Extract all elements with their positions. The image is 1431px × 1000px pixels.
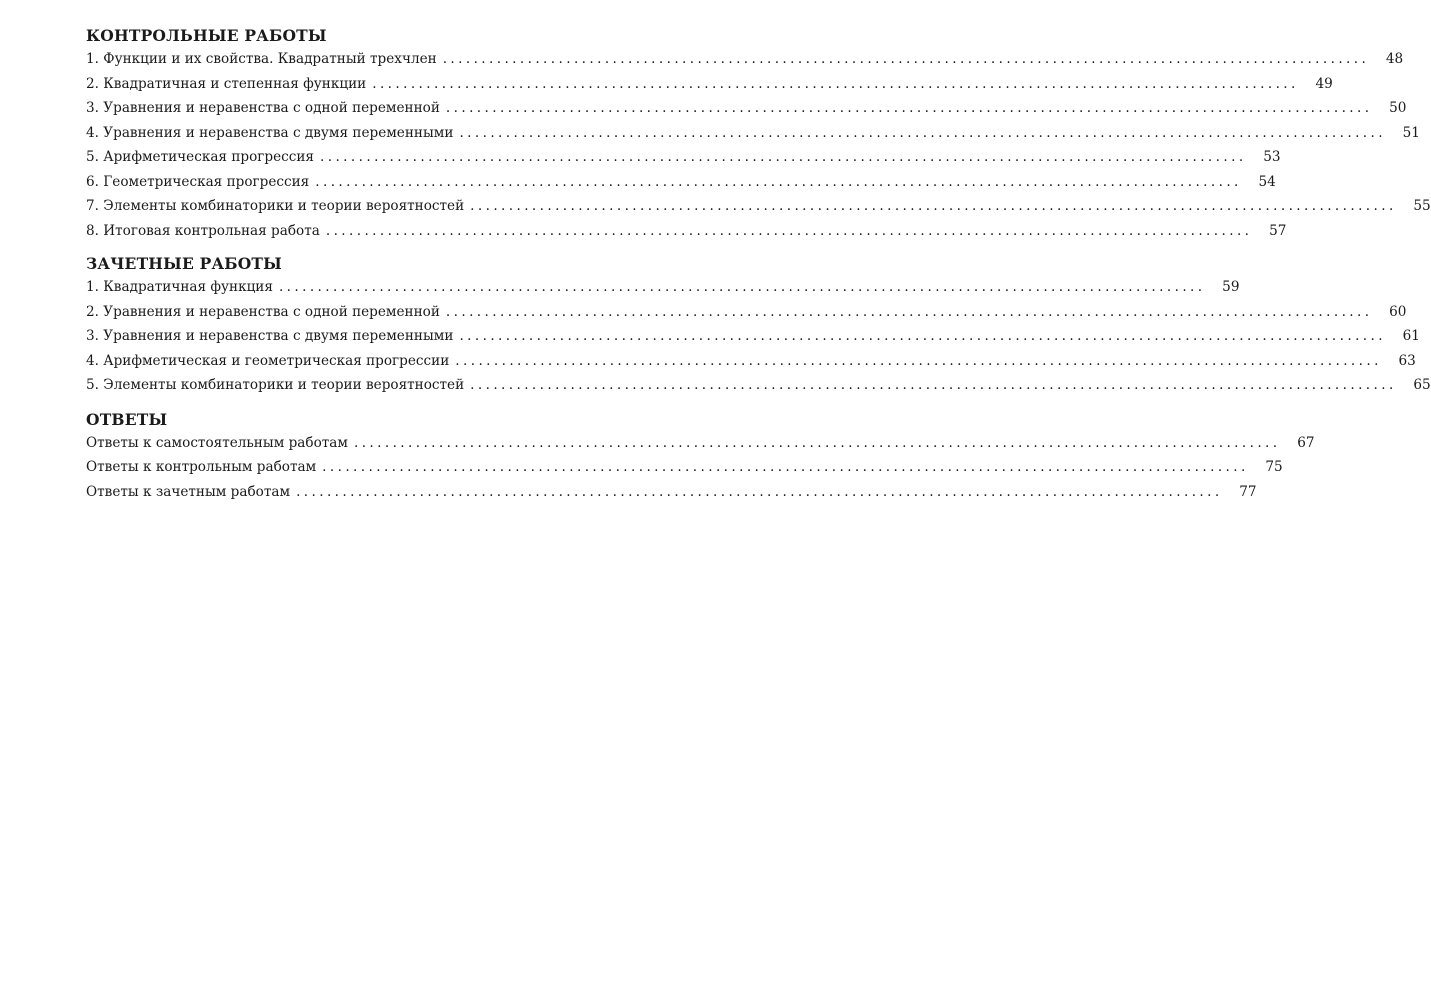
toc-item[interactable]	[86, 75, 1333, 100]
toc-item-page: 59	[1222, 279, 1240, 295]
toc-item[interactable]	[86, 148, 1281, 173]
toc-item[interactable]	[86, 434, 1315, 459]
toc-item-page: 61	[1402, 328, 1420, 344]
dot-leader: ........................................................................................................................	[470, 198, 1397, 214]
toc-item[interactable]	[86, 173, 1276, 198]
dot-leader: ........................................................................................................................	[320, 149, 1247, 165]
toc-item-label: 7. Элементы комбинаторики и теории вероятностей	[86, 198, 465, 214]
toc-item-page: 57	[1269, 222, 1287, 239]
toc-item[interactable]	[86, 352, 1416, 377]
toc-item-page: 65	[1413, 377, 1431, 393]
toc-item-label: 4. Арифметическая и геометрическая прогрессии	[86, 352, 450, 369]
toc-item-page: 67	[1297, 434, 1315, 451]
section-title: ЗАЧЕТНЫЕ РАБОТЫ	[86, 254, 282, 273]
toc-item-label: 3. Уравнения и неравенства с двумя переменными	[86, 328, 454, 344]
toc-item[interactable]	[86, 376, 1431, 401]
toc-item-label: 1. Функции и их свойства. Квадратный трехчлен	[86, 51, 437, 67]
dot-leader: ........................................................................................................................	[372, 75, 1299, 92]
toc-item[interactable]	[86, 303, 1407, 328]
toc-item-label: 1. Квадратичная функция	[86, 279, 273, 295]
toc-item-label: Ответы к контрольным работам	[86, 459, 317, 475]
toc-item-page: 51	[1402, 124, 1420, 141]
toc-item[interactable]	[86, 124, 1420, 149]
toc-item-page: 48	[1385, 51, 1404, 67]
toc-item-page: 60	[1389, 303, 1407, 320]
dot-leader: ........................................................................................................................	[353, 434, 1281, 451]
toc-item-page: 54	[1258, 173, 1276, 190]
toc-item-label: 3. Уравнения и неравенства с одной переменной	[86, 100, 440, 116]
dot-leader: ........................................................................................................................	[455, 352, 1382, 369]
toc-item-label: 5. Арифметическая прогрессия	[86, 149, 315, 165]
dot-leader: ........................................................................................................................	[322, 459, 1249, 475]
toc-item-page: 53	[1263, 149, 1281, 165]
dot-leader: ........................................................................................................................	[445, 100, 1373, 116]
toc-item-label: 8. Итоговая контрольная работа	[86, 222, 320, 239]
toc-item-label: Ответы к самостоятельным работам	[86, 434, 348, 451]
toc-item-label: 2. Квадратичная и степенная функции	[86, 75, 367, 92]
dot-leader: ........................................................................................................................	[459, 124, 1386, 141]
toc-item[interactable]	[86, 483, 1257, 508]
toc-item-page: 55	[1413, 198, 1431, 214]
dot-leader: ........................................................................................................................	[459, 328, 1386, 344]
toc-item[interactable]	[86, 197, 1431, 222]
section-title: ОТВЕТЫ	[86, 409, 168, 429]
toc-item[interactable]	[86, 50, 1404, 75]
section-title: КОНТРОЛЬНЫЕ РАБОТЫ	[86, 26, 327, 45]
dot-leader: ........................................................................................................................	[296, 483, 1223, 500]
toc-item-page: 75	[1265, 459, 1283, 475]
toc-item-label: 2. Уравнения и неравенства с одной переменной	[86, 303, 440, 320]
toc-item[interactable]	[86, 99, 1407, 124]
toc-item[interactable]	[86, 327, 1420, 352]
section-credit-works	[86, 254, 1431, 401]
table-of-contents	[86, 26, 1431, 507]
toc-item[interactable]	[86, 458, 1283, 483]
dot-leader: ........................................................................................................................	[278, 279, 1206, 295]
dot-leader: ........................................................................................................................	[325, 222, 1253, 239]
toc-item-label: 4. Уравнения и неравенства с двумя переменными	[86, 124, 454, 141]
section-control-works	[86, 26, 1431, 246]
toc-item-label: 5. Элементы комбинаторики и теории вероятностей	[86, 377, 465, 393]
toc-item-page: 77	[1239, 483, 1257, 500]
toc-item-page: 63	[1398, 352, 1416, 369]
toc-item-page: 50	[1389, 100, 1407, 116]
toc-item-label: 6. Геометрическая прогрессия	[86, 173, 310, 190]
toc-item-page: 49	[1315, 75, 1333, 92]
toc-item[interactable]	[86, 222, 1287, 247]
dot-leader: ........................................................................................................................	[315, 173, 1242, 190]
dot-leader: ........................................................................................................................	[470, 377, 1397, 393]
dot-leader: ........................................................................................................................	[445, 303, 1373, 320]
toc-item[interactable]	[86, 278, 1240, 303]
section-answers	[86, 409, 1315, 508]
dot-leader: ........................................................................................................................	[442, 51, 1370, 67]
toc-item-label: Ответы к зачетным работам	[86, 483, 291, 500]
